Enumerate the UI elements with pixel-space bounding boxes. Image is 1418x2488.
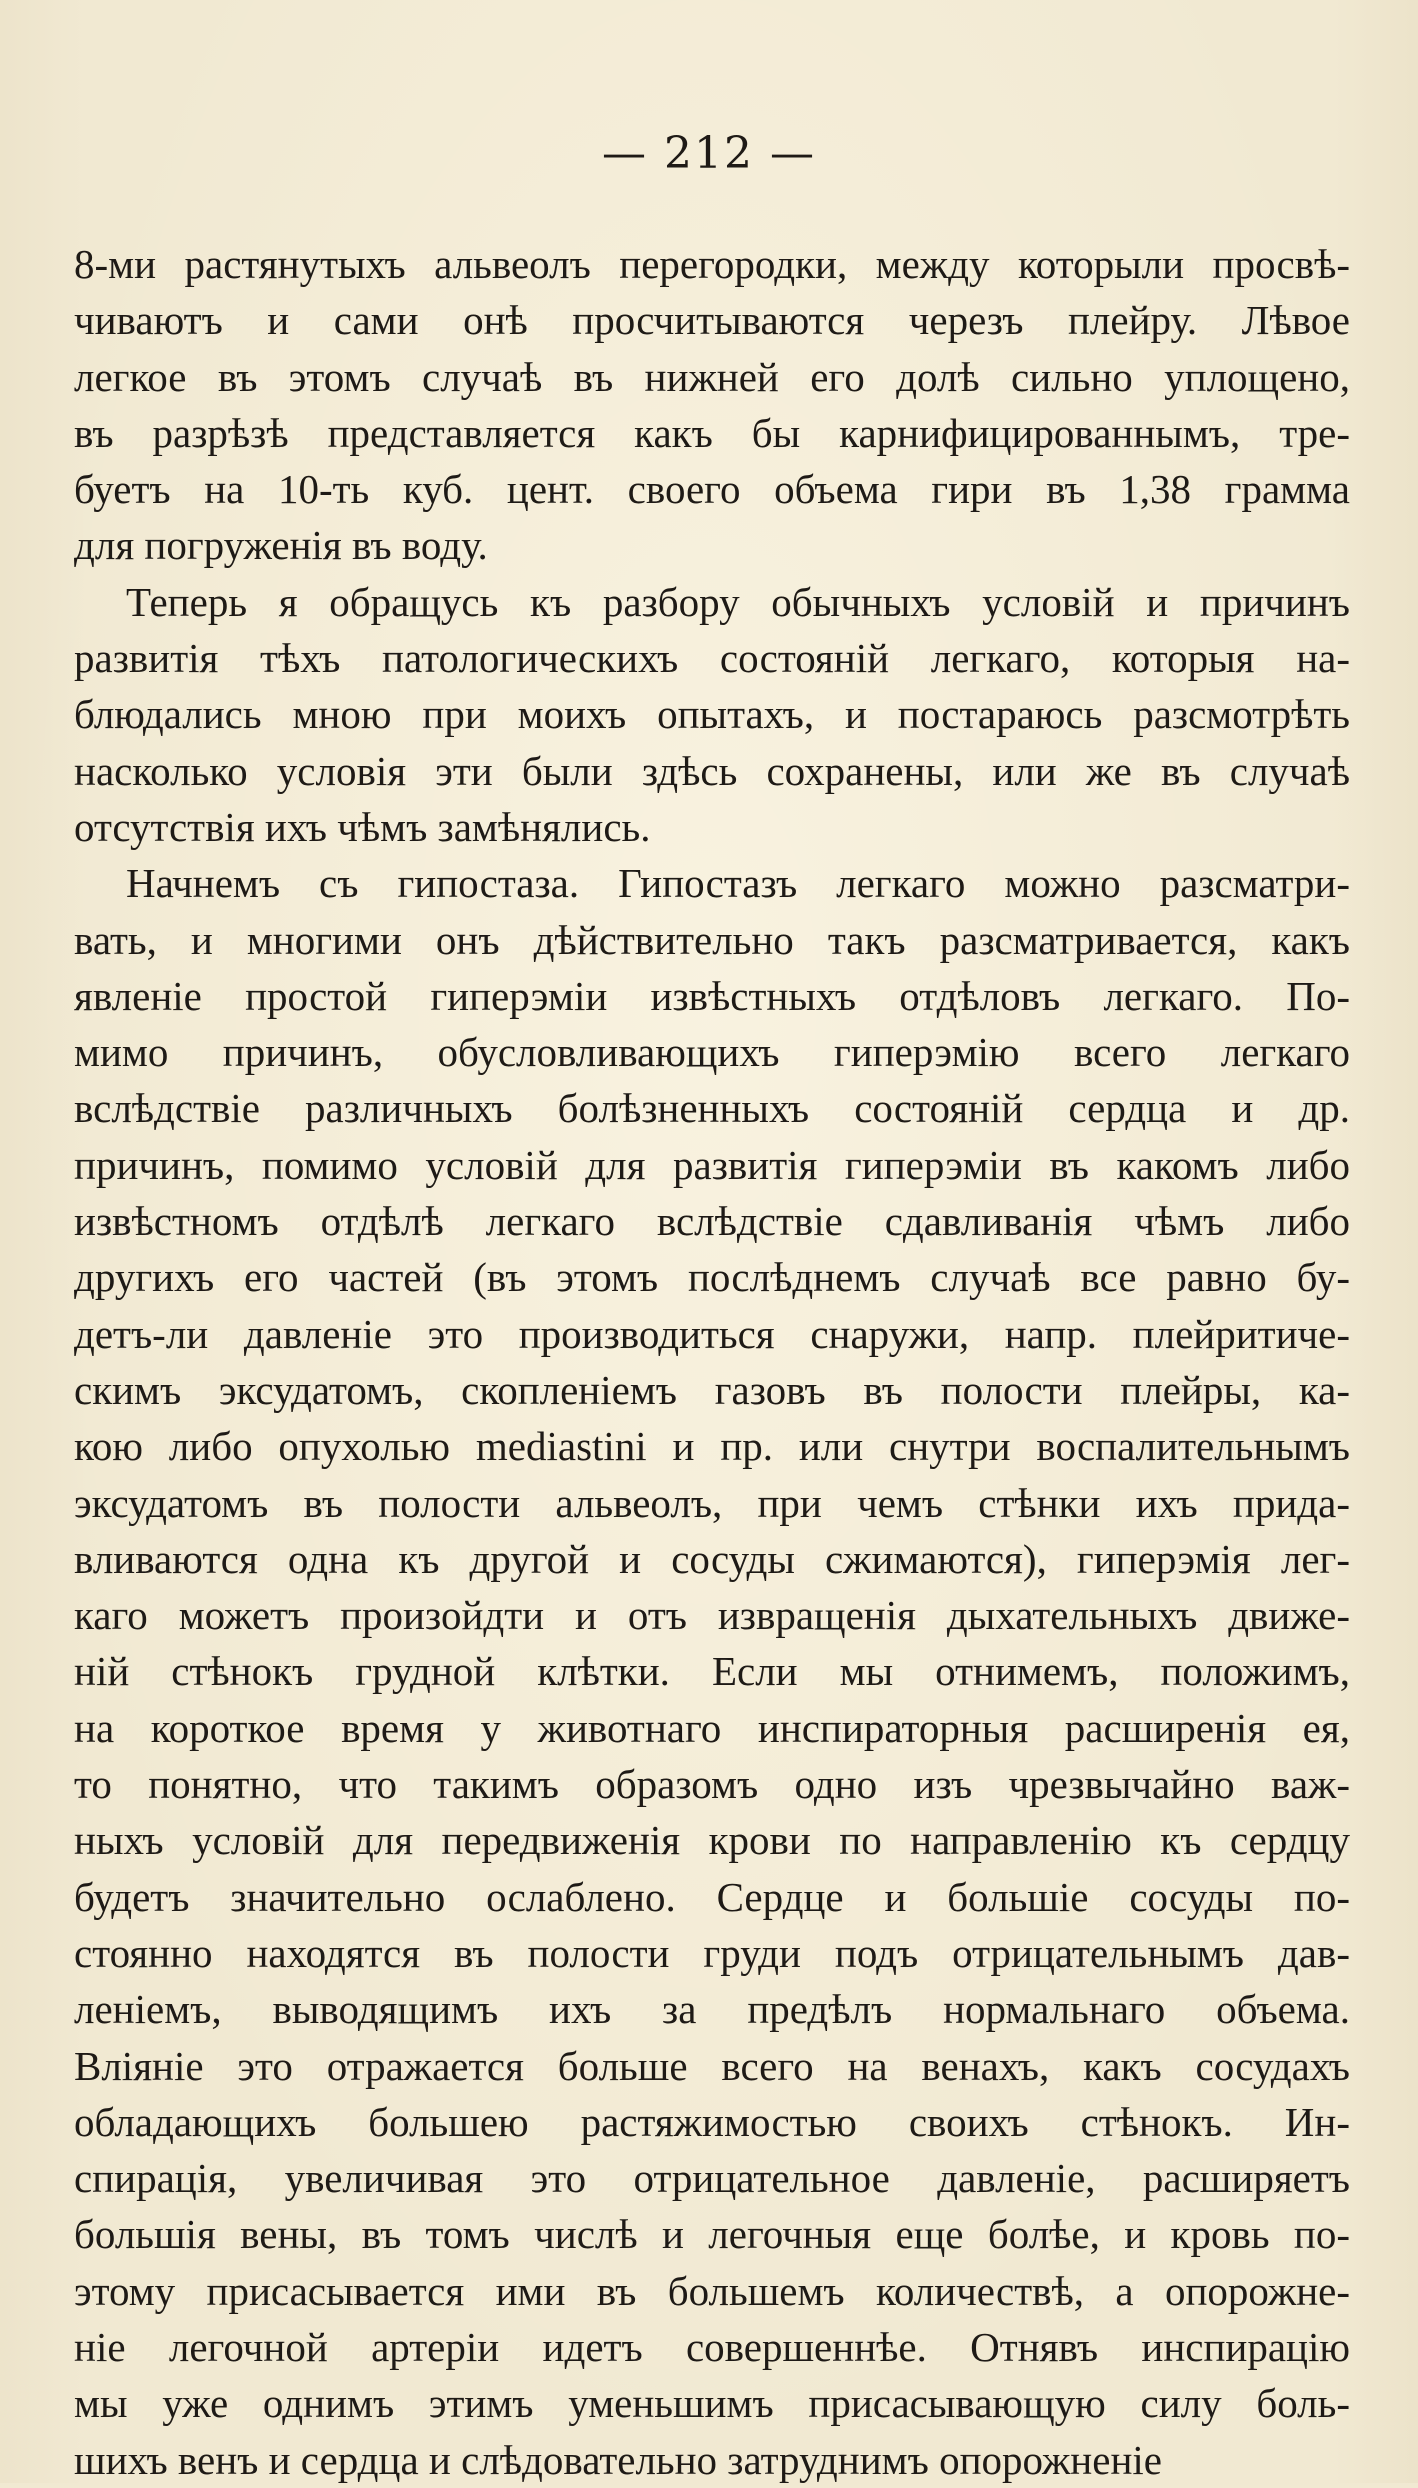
body-text [74,236,1350,2488]
text-line: на короткое время у животнаго инспираторныя расширенія ея, [74,1704,1350,1751]
text-line: кою либо опухолью mediastini и пр. или снутри воспалительнымъ [74,1423,1350,1470]
text-line: стоянно находятся въ полости груди подъ отрицательнымъ дав- [74,1929,1350,1976]
text-line: большія вены, въ томъ числѣ и легочныя еще болѣе, и кровь по- [74,2211,1350,2258]
text-line: ній стѣнокъ грудной клѣтки. Если мы отнимемъ, положимъ, [74,1648,1350,1695]
text-line: Вліяніе это отражается больше всего на венахъ, какъ сосудахъ [74,2042,1350,2089]
text-line: мимо причинъ, обусловливающихъ гиперэмію всего легкаго [74,1029,1350,1076]
text-line: ныхъ условій для передвиженія крови по направленію къ сердцу [74,1817,1350,1864]
text-line: обладающихъ большею растяжимостью своихъ стѣнокъ. Ин- [74,2098,1350,2145]
paragraph [74,574,1350,855]
text-line: для погруженія въ воду. [74,522,488,569]
text-line: леніемъ, выводящимъ ихъ за предѣлъ нормальнаго объема. [74,1986,1350,2033]
text-line: извѣстномъ отдѣлѣ легкаго вслѣдствіе сдавливанія чѣмъ либо [74,1198,1350,1245]
text-line: буетъ на 10-ть куб. цент. своего объема гири въ 1,38 грамма [74,466,1350,513]
text-line: детъ-ли давленіе это производиться снаружи, напр. плейритиче- [74,1310,1350,1357]
text-line: спирація, увеличивая это отрицательное давленіе, расширяетъ [74,2155,1350,2202]
text-line: то понятно, что такимъ образомъ одно изъ чрезвычайно важ- [74,1761,1350,1808]
paragraph [74,855,1350,2488]
text-line: ніе легочной артеріи идетъ совершеннѣе. Отнявъ инспирацію [74,2323,1350,2370]
text-line: чиваютъ и сами онѣ просчитываются черезъ плейру. Лѣвое [74,297,1350,344]
text-line: каго можетъ произойдти и отъ извращенія дыхательныхъ движе- [74,1592,1350,1639]
text-line: въ разрѣзѣ представляется какъ бы карнифицированнымъ, тре- [74,409,1350,456]
text-line: развитія тѣхъ патологическихъ состояній легкаго, которыя на- [74,635,1350,682]
text-line: мы уже однимъ этимъ уменьшимъ присасывающую силу боль- [74,2380,1350,2427]
text-line: другихъ его частей (въ этомъ послѣднемъ случаѣ все равно бу- [74,1254,1350,1301]
text-line: эксудатомъ въ полости альвеолъ, при чемъ стѣнки ихъ прида- [74,1479,1350,1526]
text-line: вать, и многими онъ дѣйствительно такъ разсматривается, какъ [74,916,1350,963]
text-line: блюдались мною при моихъ опытахъ, и постараюсь разсмотрѣть [74,691,1350,738]
text-line: легкое въ этомъ случаѣ въ нижней его долѣ сильно уплощено, [74,353,1350,400]
text-line: скимъ эксудатомъ, скопленіемъ газовъ въ полости плейры, ка- [74,1366,1350,1413]
text-line: этому присасывается ими въ большемъ количествѣ, а опорожне- [74,2267,1350,2314]
text-line: Теперь я обращусь къ разбору обычныхъ условій и причинъ [126,578,1350,625]
text-line: причинъ, помимо условій для развитія гиперэміи въ какомъ либо [74,1141,1350,1188]
text-line: шихъ венъ и сердца и слѣдовательно затруднимъ опорожненіе [74,2436,1162,2483]
page-number: — 212 — [602,128,816,179]
text-line: явленіе простой гиперэміи извѣстныхъ отдѣловъ легкаго. По- [74,972,1350,1019]
paragraph [74,236,1350,574]
text-line: Начнемъ съ гипостаза. Гипостазъ легкаго можно разсматри- [126,860,1350,907]
text-line: насколько условія эти были здѣсь сохранены, или же въ случаѣ [74,747,1350,794]
text-line: 8-ми растянутыхъ альвеолъ перегородки, между которыли просвѣ- [74,241,1350,287]
text-line: вслѣдствіе различныхъ болѣзненныхъ состояній сердца и др. [74,1085,1350,1132]
text-line: будетъ значительно ослаблено. Сердце и большіе сосуды по- [74,1873,1350,1920]
text-line: отсутствія ихъ чѣмъ замѣнялись. [74,803,651,850]
text-line: вливаются одна къ другой и сосуды сжимаются), гиперэмія лег- [74,1535,1350,1582]
